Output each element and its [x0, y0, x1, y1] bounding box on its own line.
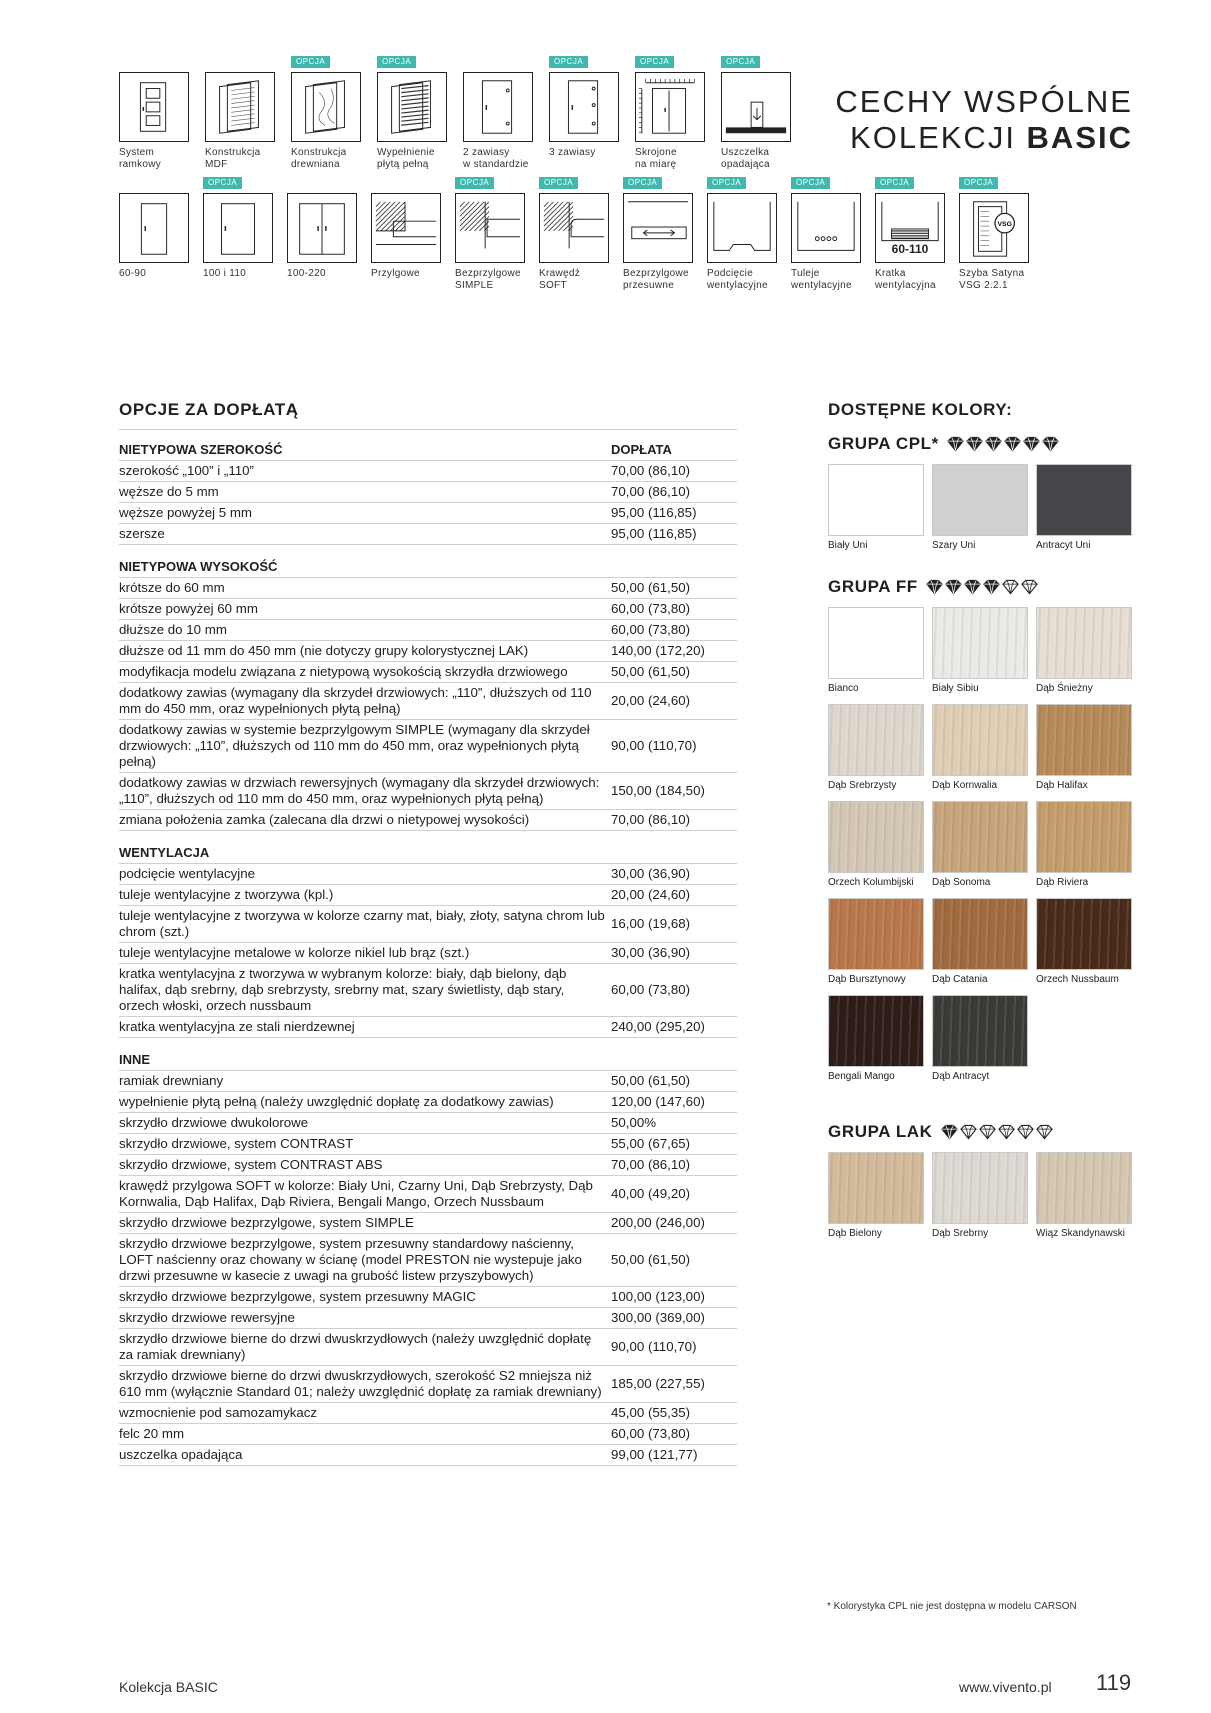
satin-glass-icon [959, 193, 1029, 263]
option-group-header [119, 1038, 737, 1071]
color-swatch[interactable] [828, 1152, 924, 1239]
color-name: Dąb Śnieżny [1036, 683, 1093, 694]
option-row [119, 578, 737, 599]
option-description: węższe powyżej 5 mm [119, 503, 607, 524]
diamond-icon [1017, 1124, 1034, 1140]
option-row [119, 1017, 737, 1038]
diamond-icon [998, 1124, 1015, 1140]
option-price: 30,00 (36,90) [607, 864, 737, 885]
feature-ventilation-sleeves [791, 178, 861, 292]
option-row [119, 720, 737, 773]
option-price: 60,00 (73,80) [607, 620, 737, 641]
color-group-name: GRUPA FF [828, 577, 918, 596]
color-name: Orzech Nussbaum [1036, 974, 1119, 985]
feature-label: 100-220 [287, 268, 326, 279]
option-row [119, 885, 737, 906]
feature-label: 100 i 110 [203, 268, 247, 279]
option-price: 185,00 (227,55) [607, 1366, 737, 1403]
feature-label: Kratka wentylacyjna [875, 268, 936, 291]
option-price: 50,00 (61,50) [607, 1071, 737, 1092]
feature-wood-construction [291, 57, 363, 171]
page-number: 119 [1096, 1670, 1132, 1695]
option-row [119, 1176, 737, 1213]
option-row [119, 1134, 737, 1155]
diamond-icon [979, 1124, 996, 1140]
option-row [119, 943, 737, 964]
option-price: 95,00 (116,85) [607, 524, 737, 545]
frame-system-icon [119, 72, 189, 142]
feature-ventilation-grille [875, 178, 945, 292]
colors-section [828, 400, 1138, 1239]
option-price: 50,00% [607, 1113, 737, 1134]
color-name: Wiąz Skandynawski [1036, 1228, 1125, 1239]
option-row [119, 1424, 737, 1445]
option-description: wypełnienie płytą pełną (należy uwzględnić dopłatę za dodatkowy zawias) [119, 1092, 607, 1113]
option-group-header [119, 545, 737, 578]
option-price: 70,00 (86,10) [607, 810, 737, 831]
option-description: skrzydło drzwiowe bierne do drzwi dwuskrzydłowych, szerokość S2 mniejsza niż 610 mm (wyłącznie Standard 01; należy uwzględnić dopłatę za ramiak drewniany) [119, 1366, 607, 1403]
feature-soft-edge [539, 178, 609, 292]
option-description: skrzydło drzwiowe bezprzylgowe, system przesuwny MAGIC [119, 1287, 607, 1308]
color-swatch[interactable] [932, 995, 1028, 1082]
option-price: 95,00 (116,85) [607, 503, 737, 524]
option-badge: OPCJA [875, 177, 914, 189]
option-row [119, 1308, 737, 1329]
page-title [835, 84, 1133, 156]
option-price: 20,00 (24,60) [607, 683, 737, 720]
diamond-icon [941, 1124, 958, 1140]
option-row [119, 1113, 737, 1134]
diamond-icon [983, 579, 1000, 595]
color-name: Dąb Bursztynowy [828, 974, 906, 985]
option-description: krawędź przylgowa SOFT w kolorze: Biały Uni, Czarny Uni, Dąb Srebrzysty, Dąb Kornwalia, Dąb Halifax, Dąb Riviera, Bengali Mango, Orzech Nussbaum [119, 1176, 607, 1213]
option-row [119, 461, 737, 482]
three-hinges-icon [549, 72, 619, 142]
options-section [119, 400, 737, 1466]
option-price-header: DOPŁATA [607, 430, 737, 461]
vsg-badge-text: VSG [997, 221, 1012, 229]
diamond-icon [964, 579, 981, 595]
color-name: Dąb Antracyt [932, 1071, 990, 1082]
color-group-title [828, 434, 1132, 454]
option-description: tuleje wentylacyjne z tworzywa (kpl.) [119, 885, 607, 906]
ventilation-undercut-icon [707, 193, 777, 263]
option-group-name: NIETYPOWA SZEROKOŚĆ [119, 430, 607, 461]
feature-made-to-measure [635, 57, 707, 171]
option-row [119, 1403, 737, 1424]
option-badge: OPCJA [623, 177, 662, 189]
feature-sliding-door [623, 178, 693, 292]
single-door-icon [119, 193, 189, 263]
color-swatch[interactable] [1036, 704, 1132, 791]
features-row-2 [119, 178, 1025, 292]
option-price: 20,00 (24,60) [607, 885, 737, 906]
diamond-icon [985, 436, 1002, 452]
color-name: Biały Uni [828, 540, 868, 551]
option-price: 200,00 (246,00) [607, 1213, 737, 1234]
color-name: Bianco [828, 683, 859, 694]
color-swatch[interactable] [1036, 1152, 1132, 1239]
color-name: Dąb Catania [932, 974, 988, 985]
option-description: skrzydło drzwiowe bezprzylgowe, system SIMPLE [119, 1213, 607, 1234]
feature-label: 3 zawiasy [549, 147, 596, 158]
option-price: 100,00 (123,00) [607, 1287, 737, 1308]
footer-url[interactable]: www.vivento.pl [959, 1679, 1052, 1695]
color-swatch[interactable] [828, 607, 924, 694]
ventilation-grille-icon [875, 193, 945, 263]
option-price: 70,00 (86,10) [607, 1155, 737, 1176]
solid-panel-fill-icon [377, 72, 447, 142]
feature-wide-door [203, 178, 273, 292]
diamond-icon [1042, 436, 1059, 452]
option-row [119, 620, 737, 641]
feature-label: 60-90 [119, 268, 147, 279]
wood-construction-icon [291, 72, 361, 142]
color-swatch[interactable] [828, 464, 924, 551]
feature-double-door [287, 193, 357, 292]
color-name: Dąb Srebrny [932, 1228, 989, 1239]
option-description: tuleje wentylacyjne z tworzywa w kolorze czarny mat, biały, złoty, satyna chrom lub chrom (szt.) [119, 906, 607, 943]
option-row [119, 524, 737, 545]
feature-label: Podcięcie wentylacyjne [707, 268, 768, 291]
option-badge: OPCJA [203, 177, 242, 189]
option-description: wzmocnienie pod samozamykacz [119, 1403, 607, 1424]
diamond-icon [1023, 436, 1040, 452]
swatch-grid [828, 464, 1132, 551]
color-swatch[interactable] [932, 607, 1028, 694]
option-description: skrzydło drzwiowe rewersyjne [119, 1308, 607, 1329]
diamond-icon [1004, 436, 1021, 452]
wide-door-icon [203, 193, 273, 263]
option-description: podcięcie wentylacyjne [119, 864, 607, 885]
color-swatch[interactable] [1036, 801, 1132, 888]
option-row [119, 482, 737, 503]
feature-rebated-edge [371, 193, 441, 292]
option-description: krótsze powyżej 60 mm [119, 599, 607, 620]
option-price: 40,00 (49,20) [607, 1176, 737, 1213]
option-description: kratka wentylacyjna ze stali nierdzewnej [119, 1017, 607, 1038]
option-description: szersze [119, 524, 607, 545]
color-swatch[interactable] [932, 801, 1028, 888]
option-price: 50,00 (61,50) [607, 662, 737, 683]
option-row [119, 1445, 737, 1466]
option-price-header [607, 545, 737, 578]
diamond-icon [945, 579, 962, 595]
option-row [119, 810, 737, 831]
option-description: skrzydło drzwiowe dwukolorowe [119, 1113, 607, 1134]
feature-label: Bezprzylgowe SIMPLE [455, 268, 521, 291]
color-swatch[interactable] [828, 898, 924, 985]
option-price: 55,00 (67,65) [607, 1134, 737, 1155]
option-badge: OPCJA [635, 56, 674, 68]
color-group [828, 434, 1132, 551]
option-description: tuleje wentylacyjne metalowe w kolorze nikiel lub brąz (szt.) [119, 943, 607, 964]
options-table [119, 430, 737, 1466]
option-price: 45,00 (55,35) [607, 1403, 737, 1424]
option-badge: OPCJA [707, 177, 746, 189]
footer-collection: Kolekcja BASIC [119, 1679, 218, 1695]
option-price-header [607, 1038, 737, 1071]
option-description: zmiana położenia zamka (zalecana dla drzwi o nietypowej wysokości) [119, 810, 607, 831]
color-name: Orzech Kolumbijski [828, 877, 914, 888]
swatch-grid [828, 607, 1132, 1082]
option-badge: OPCJA [291, 56, 330, 68]
double-door-icon [287, 193, 357, 263]
option-badge: OPCJA [959, 177, 998, 189]
option-description: dodatkowy zawias (wymagany dla skrzydeł drzwiowych: „110”, dłuższych od 110 mm do 450 mm, oraz wypełnionych płytą pełną) [119, 683, 607, 720]
option-price: 70,00 (86,10) [607, 482, 737, 503]
option-group-header [119, 430, 737, 461]
footnote: * Kolorystyka CPL nie jest dostępna w modelu CARSON [827, 1601, 1077, 1612]
two-hinges-icon [463, 72, 533, 142]
ventilation-sleeves-icon [791, 193, 861, 263]
color-swatch[interactable] [828, 704, 924, 791]
option-price: 140,00 (172,20) [607, 641, 737, 662]
feature-label: System ramkowy [119, 147, 162, 170]
option-description: uszczelka opadająca [119, 1445, 607, 1466]
diamond-icon [960, 1124, 977, 1140]
feature-frame-system [119, 72, 191, 171]
option-description: krótsze do 60 mm [119, 578, 607, 599]
option-price: 240,00 (295,20) [607, 1017, 737, 1038]
option-price: 30,00 (36,90) [607, 943, 737, 964]
option-price: 60,00 (73,80) [607, 964, 737, 1017]
rating-diamonds [926, 579, 1038, 595]
feature-label: Przylgowe [371, 268, 420, 279]
color-name: Dąb Srebrzysty [828, 780, 897, 791]
option-row [119, 1213, 737, 1234]
option-row [119, 906, 737, 943]
option-price: 50,00 (61,50) [607, 578, 737, 599]
option-group-name: NIETYPOWA WYSOKOŚĆ [119, 545, 607, 578]
color-name: Szary Uni [932, 540, 976, 551]
feature-label: Konstrukcja drewniana [291, 147, 347, 170]
option-description: dodatkowy zawias w drzwiach rewersyjnych (wymagany dla skrzydeł drzwiowych: „110”, dłuższych od 110 mm do 450 mm, oraz wypełnionych płytą pełną) [119, 773, 607, 810]
option-price: 90,00 (110,70) [607, 720, 737, 773]
flush-edge-icon [455, 193, 525, 263]
rating-diamonds [941, 1124, 1053, 1140]
color-group-title [828, 1122, 1132, 1142]
drop-seal-icon [721, 72, 791, 142]
option-description: dłuższe do 10 mm [119, 620, 607, 641]
option-row [119, 1366, 737, 1403]
feature-label: 2 zawiasy w standardzie [463, 147, 529, 170]
option-description: kratka wentylacyjna z tworzywa w wybranym kolorze: biały, dąb bielony, dąb halifax, dąb srebrny, dąb srebrzysty, srebrny mat, szary świetlisty, dąb stary, orzech włoski, orzech nussbaum [119, 964, 607, 1017]
option-price: 60,00 (73,80) [607, 599, 737, 620]
feature-label: Krawędź SOFT [539, 268, 581, 291]
made-to-measure-icon [635, 72, 705, 142]
colors-heading: DOSTĘPNE KOLORY: [828, 400, 1013, 419]
option-row [119, 964, 737, 1017]
option-row [119, 1287, 737, 1308]
feature-label: Wypełnienie płytą pełną [377, 147, 435, 170]
color-swatch[interactable] [1036, 898, 1132, 985]
diamond-icon [966, 436, 983, 452]
option-group-header [119, 831, 737, 864]
option-price: 16,00 (19,68) [607, 906, 737, 943]
color-swatch[interactable] [828, 801, 924, 888]
feature-label: Tuleje wentylacyjne [791, 268, 852, 291]
diamond-icon [1002, 579, 1019, 595]
option-badge: OPCJA [549, 56, 588, 68]
color-name: Dąb Kornwalia [932, 780, 998, 791]
option-row [119, 641, 737, 662]
grille-size-label: 60-110 [891, 242, 929, 256]
color-name: Dąb Sonoma [932, 877, 991, 888]
option-price: 300,00 (369,00) [607, 1308, 737, 1329]
diamond-icon [947, 436, 964, 452]
option-row [119, 1234, 737, 1287]
features-row-1 [119, 57, 809, 171]
color-name: Bengali Mango [828, 1071, 895, 1082]
option-badge: OPCJA [377, 56, 416, 68]
color-name: Biały Sibiu [932, 683, 979, 694]
color-name: Dąb Halifax [1036, 780, 1088, 791]
soft-edge-icon [539, 193, 609, 263]
feature-drop-seal [721, 57, 793, 171]
option-price: 60,00 (73,80) [607, 1424, 737, 1445]
color-group-title [828, 577, 1132, 597]
rating-diamonds [947, 436, 1059, 452]
rebated-edge-icon [371, 193, 441, 263]
color-swatch[interactable] [1036, 607, 1132, 694]
option-row [119, 683, 737, 720]
option-price: 90,00 (110,70) [607, 1329, 737, 1366]
feature-two-hinges [463, 72, 535, 171]
option-description: skrzydło drzwiowe, system CONTRAST [119, 1134, 607, 1155]
option-price: 99,00 (121,77) [607, 1445, 737, 1466]
title-line-2-bold: BASIC [1026, 120, 1133, 155]
option-row [119, 1155, 737, 1176]
feature-satin-glass [959, 178, 1029, 292]
option-row [119, 773, 737, 810]
option-group-name: WENTYLACJA [119, 831, 607, 864]
feature-label: Uszczelka opadająca [721, 147, 770, 170]
feature-label: Konstrukcja MDF [205, 147, 261, 170]
title-line-2 [835, 120, 1133, 156]
option-row [119, 1329, 737, 1366]
options-heading: OPCJE ZA DOPŁATĄ [119, 400, 737, 430]
diamond-icon [926, 579, 943, 595]
option-row [119, 864, 737, 885]
color-name: Antracyt Uni [1036, 540, 1091, 551]
option-description: skrzydło drzwiowe bierne do drzwi dwuskrzydłowych (należy uwzględnić dopłatę za ramiak drewniany) [119, 1329, 607, 1366]
option-description: dłuższe od 11 mm do 450 mm (nie dotyczy grupy kolorystycznej LAK) [119, 641, 607, 662]
color-swatch[interactable] [932, 1152, 1028, 1239]
option-row [119, 1071, 737, 1092]
diamond-icon [1021, 579, 1038, 595]
option-description: dodatkowy zawias w systemie bezprzylgowym SIMPLE (wymagany dla skrzydeł drzwiowych: „110”, dłuższych od 110 mm do 450 mm, oraz wypełnionych płytą pełną) [119, 720, 607, 773]
option-badge: OPCJA [455, 177, 494, 189]
option-description: skrzydło drzwiowe, system CONTRAST ABS [119, 1155, 607, 1176]
option-price: 70,00 (86,10) [607, 461, 737, 482]
color-group [828, 577, 1132, 1082]
feature-label: Bezprzylgowe przesuwne [623, 268, 689, 291]
option-row [119, 662, 737, 683]
feature-single-door [119, 193, 189, 292]
feature-label: Skrojone na miarę [635, 147, 677, 170]
color-group-name: GRUPA CPL* [828, 434, 939, 453]
option-description: szerokość „100” i „110” [119, 461, 607, 482]
feature-solid-panel-fill [377, 57, 449, 171]
color-group [828, 1122, 1132, 1239]
feature-label: Szyba Satyna VSG 2.2.1 [959, 268, 1025, 291]
mdf-construction-icon [205, 72, 275, 142]
color-group-name: GRUPA LAK [828, 1122, 933, 1141]
feature-flush-edge [455, 178, 525, 292]
color-swatch[interactable] [932, 464, 1028, 551]
option-description: węższe do 5 mm [119, 482, 607, 503]
option-description: skrzydło drzwiowe bezprzylgowe, system przesuwny standardowy naścienny, LOFT naścienny oraz chowany w ścianę (model PRESTON nie wystepuje jako drzwi przesuwne w kasecie z uwagi na grubość listew przyszybowych) [119, 1234, 607, 1287]
swatch-grid [828, 1152, 1132, 1239]
feature-ventilation-undercut [707, 178, 777, 292]
option-row [119, 503, 737, 524]
option-row [119, 599, 737, 620]
option-description: ramiak drewniany [119, 1071, 607, 1092]
feature-three-hinges [549, 57, 621, 171]
option-badge: OPCJA [791, 177, 830, 189]
diamond-icon [1036, 1124, 1053, 1140]
sliding-door-icon [623, 193, 693, 263]
color-swatch[interactable] [1036, 464, 1132, 551]
color-name: Dąb Riviera [1036, 877, 1089, 888]
color-swatch[interactable] [932, 704, 1028, 791]
option-group-name: INNE [119, 1038, 607, 1071]
title-line-1: CECHY WSPÓLNE [835, 84, 1133, 119]
color-name: Dąb Bielony [828, 1228, 882, 1239]
feature-mdf-construction [205, 72, 277, 171]
option-price-header [607, 831, 737, 864]
color-swatch[interactable] [828, 995, 924, 1082]
option-price: 150,00 (184,50) [607, 773, 737, 810]
option-price: 50,00 (61,50) [607, 1234, 737, 1287]
title-line-2-prefix: KOLEKCJI [850, 120, 1027, 155]
option-badge: OPCJA [721, 56, 760, 68]
option-description: modyfikacja modelu związana z nietypową wysokością skrzydła drzwiowego [119, 662, 607, 683]
option-price: 120,00 (147,60) [607, 1092, 737, 1113]
option-description: felc 20 mm [119, 1424, 607, 1445]
color-swatch[interactable] [932, 898, 1028, 985]
option-badge: OPCJA [539, 177, 578, 189]
option-row [119, 1092, 737, 1113]
